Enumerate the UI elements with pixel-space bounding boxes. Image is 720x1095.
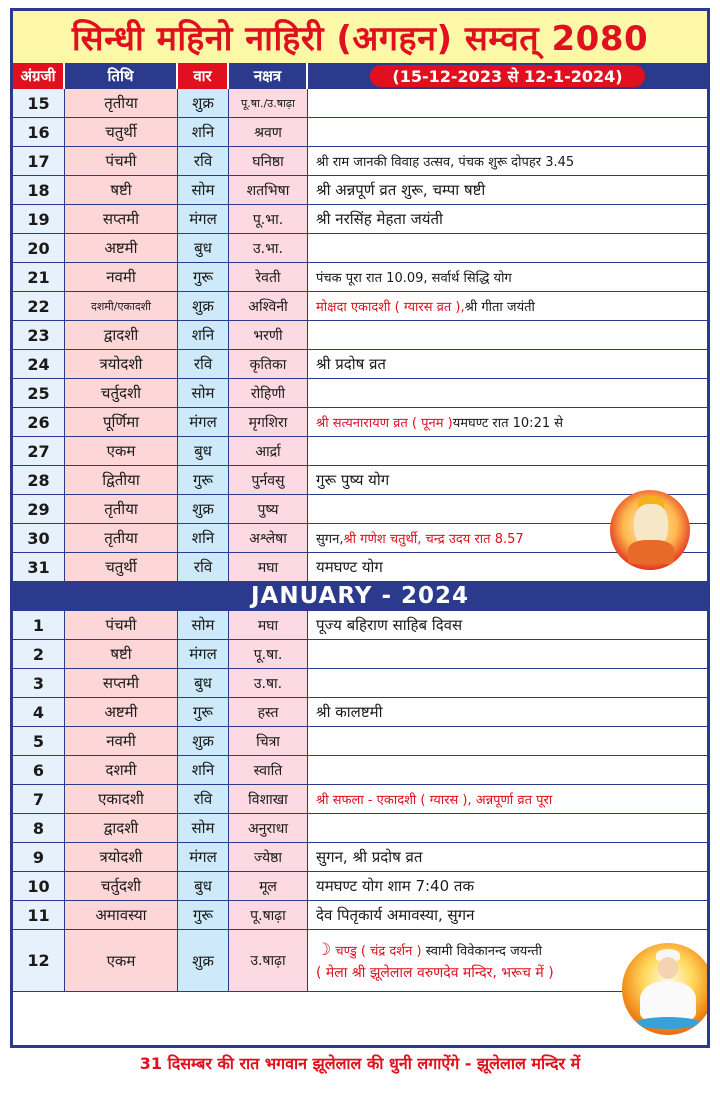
table-row: [13, 698, 707, 727]
nakshatra-cell: पू.षा./उ.षाढ़ा: [229, 89, 308, 117]
nakshatra-cell: मघा: [229, 611, 308, 639]
tithi-cell: षष्टी: [65, 640, 178, 668]
tithi-cell: चर्तुदशी: [65, 872, 178, 900]
table-row: [13, 263, 707, 292]
table-row: [13, 176, 707, 205]
table-row: [13, 843, 707, 872]
var-cell: सोम: [178, 814, 229, 842]
var-cell: रवि: [178, 553, 229, 581]
nakshatra-cell: श्रवण: [229, 118, 308, 146]
table-row: [13, 437, 707, 466]
table-row: [13, 292, 707, 321]
note-cell: [308, 814, 707, 842]
note-cell: [308, 843, 707, 871]
date-cell: 26: [13, 408, 65, 436]
tithi-cell: पंचमी: [65, 147, 178, 175]
tithi-cell: सप्तमी: [65, 205, 178, 233]
var-cell: मंगल: [178, 408, 229, 436]
nakshatra-cell: उ.षाढ़ा: [229, 930, 308, 991]
note-cell: [308, 176, 707, 204]
nakshatra-cell: अनुराधा: [229, 814, 308, 842]
tithi-cell: दशमी: [65, 756, 178, 784]
nakshatra-cell: शतभिषा: [229, 176, 308, 204]
var-cell: शुक्र: [178, 89, 229, 117]
table-row: [13, 147, 707, 176]
note-text: यमघण्ट रात 10:21 से: [452, 416, 564, 431]
nakshatra-cell: मघा: [229, 553, 308, 581]
nakshatra-cell: पू.भा.: [229, 205, 308, 233]
jhulelal-image: [622, 943, 710, 1035]
table-row: [13, 89, 707, 118]
note-text: सुगन, श्री प्रदोष व्रत: [316, 848, 423, 866]
var-cell: बुध: [178, 234, 229, 262]
nakshatra-cell: पुर्नवसु: [229, 466, 308, 494]
var-cell: शुक्र: [178, 727, 229, 755]
var-cell: बुध: [178, 437, 229, 465]
nakshatra-cell: विशाखा: [229, 785, 308, 813]
table-row: [13, 379, 707, 408]
note-line-2: ( मेला श्री झूलेलाल वरुणदेव मन्दिर, भरूच में ): [316, 964, 554, 981]
note-cell: [308, 669, 707, 697]
note-cell: [308, 611, 707, 639]
table-row: [13, 930, 707, 992]
nakshatra-cell: स्वाति: [229, 756, 308, 784]
date-cell: 5: [13, 727, 65, 755]
table-row: [13, 785, 707, 814]
note-text: श्री अन्नपूर्ण व्रत शुरू, चम्पा षष्टी: [316, 181, 486, 199]
note-cell: [308, 640, 707, 668]
var-cell: रवि: [178, 785, 229, 813]
tithi-cell: पूर्णिमा: [65, 408, 178, 436]
date-cell: 31: [13, 553, 65, 581]
nakshatra-cell: चित्रा: [229, 727, 308, 755]
tithi-cell: अष्टमी: [65, 234, 178, 262]
nakshatra-cell: अश्विनी: [229, 292, 308, 320]
date-cell: 18: [13, 176, 65, 204]
note-cell: [308, 698, 707, 726]
date-cell: 24: [13, 350, 65, 378]
var-cell: गुरू: [178, 466, 229, 494]
note-line-1: [316, 940, 542, 960]
note-text: सुगन,: [316, 532, 344, 547]
note-text: श्री कालष्टमी: [316, 703, 383, 721]
date-cell: 10: [13, 872, 65, 900]
note-text: श्री प्रदोष व्रत: [316, 355, 386, 373]
date-cell: 28: [13, 466, 65, 494]
note-text: पूज्य बहिराण साहिब दिवस: [316, 616, 463, 634]
note-cell: [308, 437, 707, 465]
note-text: श्री नरसिंह मेहता जयंती: [316, 210, 443, 228]
nakshatra-cell: हस्त: [229, 698, 308, 726]
date-cell: 1: [13, 611, 65, 639]
var-cell: शनि: [178, 321, 229, 349]
date-range-pill: (15-12-2023 से 12-1-2024): [370, 65, 644, 87]
tithi-cell: द्वादशी: [65, 814, 178, 842]
ganesh-image: [610, 490, 690, 570]
table-row: [13, 814, 707, 843]
tithi-cell: दशमी/एकादशी: [65, 292, 178, 320]
table-row: [13, 756, 707, 785]
date-cell: 21: [13, 263, 65, 291]
note-cell: [308, 89, 707, 117]
header-nakshatra: नक्षत्र: [229, 63, 308, 89]
note-cell: [308, 379, 707, 407]
header-date: अंग्रजी: [13, 63, 65, 89]
table-row: [13, 611, 707, 640]
date-cell: 15: [13, 89, 65, 117]
note-cell: [308, 147, 707, 175]
date-cell: 16: [13, 118, 65, 146]
var-cell: सोम: [178, 176, 229, 204]
footer-note: 31 दिसम्बर की रात भगवान झूलेलाल की धुनी लगाऐंगे - झूलेलाल मन्दिर में: [139, 1054, 581, 1073]
note-text: गुरू पुष्य योग: [316, 471, 390, 489]
note-cell: [308, 901, 707, 929]
page-title: सिन्धी महिनो नाहिरी (अगहन) सम्वत् 2080: [13, 11, 707, 63]
nakshatra-cell: मृगशिरा: [229, 408, 308, 436]
tithi-cell: चतुर्थी: [65, 553, 178, 581]
var-cell: मंगल: [178, 205, 229, 233]
date-cell: 23: [13, 321, 65, 349]
nakshatra-cell: पू.षाढ़ा: [229, 901, 308, 929]
january-header: JANUARY - 2024: [13, 582, 707, 611]
table-row: [13, 466, 707, 495]
date-cell: 30: [13, 524, 65, 552]
tithi-cell: नवमी: [65, 263, 178, 291]
var-cell: बुध: [178, 669, 229, 697]
note-cell: [308, 292, 707, 320]
date-cell: 22: [13, 292, 65, 320]
note-cell: [308, 205, 707, 233]
note-cell: [308, 727, 707, 755]
calendar-frame: [10, 8, 710, 1048]
table-row: [13, 321, 707, 350]
table-row: [13, 205, 707, 234]
nakshatra-cell: घनिष्ठा: [229, 147, 308, 175]
tithi-cell: त्रयोदशी: [65, 843, 178, 871]
var-cell: शनि: [178, 756, 229, 784]
note-cell: [308, 785, 707, 813]
tithi-cell: नवमी: [65, 727, 178, 755]
var-cell: शुक्र: [178, 292, 229, 320]
nakshatra-cell: उ.षा.: [229, 669, 308, 697]
var-cell: शनि: [178, 524, 229, 552]
tithi-cell: तृतीया: [65, 524, 178, 552]
date-cell: 3: [13, 669, 65, 697]
note-cell: [308, 263, 707, 291]
table-row: [13, 524, 707, 553]
date-cell: 29: [13, 495, 65, 523]
tithi-cell: तृतीया: [65, 89, 178, 117]
tithi-cell: अष्टमी: [65, 698, 178, 726]
table-row: [13, 901, 707, 930]
table-row: [13, 118, 707, 147]
var-cell: सोम: [178, 379, 229, 407]
tithi-cell: तृतीया: [65, 495, 178, 523]
nakshatra-cell: रोहिणी: [229, 379, 308, 407]
table-row: [13, 553, 707, 582]
date-cell: 17: [13, 147, 65, 175]
note-cell: [308, 756, 707, 784]
note-text: श्री राम जानकी विवाह उत्सव, पंचक शुरू दोपहर 3.45: [316, 155, 575, 170]
table-row: [13, 234, 707, 263]
table-row: [13, 727, 707, 756]
date-cell: 7: [13, 785, 65, 813]
note-cell: [308, 408, 707, 436]
var-cell: सोम: [178, 611, 229, 639]
var-cell: मंगल: [178, 843, 229, 871]
tithi-cell: एकादशी: [65, 785, 178, 813]
date-cell: 2: [13, 640, 65, 668]
note-text: यमघण्ट योग: [316, 558, 383, 576]
tithi-cell: चर्तुदशी: [65, 379, 178, 407]
date-cell: 9: [13, 843, 65, 871]
var-cell: शनि: [178, 118, 229, 146]
nakshatra-cell: अश्लेषा: [229, 524, 308, 552]
note-red-text: श्री गणेश चतुर्थी, चन्द्र उदय रात 8.57: [343, 532, 524, 547]
nakshatra-cell: उ.भा.: [229, 234, 308, 262]
december-rows: [13, 89, 707, 582]
tithi-cell: पंचमी: [65, 611, 178, 639]
table-row: [13, 408, 707, 437]
nakshatra-cell: मूल: [229, 872, 308, 900]
tithi-cell: सप्तमी: [65, 669, 178, 697]
tithi-cell: एकम: [65, 437, 178, 465]
date-cell: 25: [13, 379, 65, 407]
tithi-cell: द्वादशी: [65, 321, 178, 349]
var-cell: मंगल: [178, 640, 229, 668]
note-cell: [308, 350, 707, 378]
note-red-text: श्री सत्यनारायण व्रत ( पूनम ): [316, 416, 453, 431]
table-header: [13, 63, 707, 89]
header-tithi: तिथि: [65, 63, 178, 89]
note-red-text: मोक्षदा एकादशी ( ग्यारस व्रत ),: [316, 300, 465, 315]
note-cell: [308, 234, 707, 262]
note-cell: [308, 118, 707, 146]
note-text: यमघण्ट योग शाम 7:40 तक: [316, 877, 474, 895]
note-text: देव पितृकार्य अमावस्या, सुगन: [316, 906, 475, 924]
nakshatra-cell: पू.षा.: [229, 640, 308, 668]
nakshatra-cell: कृतिका: [229, 350, 308, 378]
header-range-cell: [308, 63, 707, 89]
var-cell: रवि: [178, 147, 229, 175]
nakshatra-cell: रेवती: [229, 263, 308, 291]
date-cell: 8: [13, 814, 65, 842]
header-var: वार: [178, 63, 229, 89]
date-cell: 11: [13, 901, 65, 929]
date-cell: 27: [13, 437, 65, 465]
var-cell: गुरू: [178, 263, 229, 291]
table-row: [13, 640, 707, 669]
nakshatra-cell: भरणी: [229, 321, 308, 349]
tithi-cell: एकम: [65, 930, 178, 991]
note-red-text: चण्डु ( चंद्र दर्शन ): [335, 943, 422, 959]
date-cell: 12: [13, 930, 65, 991]
table-row: [13, 669, 707, 698]
january-rows: [13, 611, 707, 930]
tithi-cell: त्रयोदशी: [65, 350, 178, 378]
tithi-cell: चतुर्थी: [65, 118, 178, 146]
table-row: [13, 495, 707, 524]
var-cell: रवि: [178, 350, 229, 378]
note-red-text: श्री सफला - एकादशी ( ग्यारस ), अन्नपूर्णा व्रत पूरा: [316, 793, 553, 808]
note-text: स्वामी विवेकानन्द जयन्ती: [421, 943, 543, 959]
var-cell: गुरू: [178, 901, 229, 929]
nakshatra-cell: आर्द्रा: [229, 437, 308, 465]
var-cell: गुरू: [178, 698, 229, 726]
moon-icon: ☽: [316, 939, 332, 960]
date-cell: 20: [13, 234, 65, 262]
var-cell: शुक्र: [178, 495, 229, 523]
tithi-cell: षष्टी: [65, 176, 178, 204]
date-cell: 4: [13, 698, 65, 726]
date-cell: 19: [13, 205, 65, 233]
nakshatra-cell: ज्येष्ठा: [229, 843, 308, 871]
date-cell: 6: [13, 756, 65, 784]
note-text: पंचक पूरा रात 10.09, सर्वार्थ सिद्धि योग: [316, 271, 512, 286]
note-cell: [308, 872, 707, 900]
table-row: [13, 350, 707, 379]
table-row: [13, 872, 707, 901]
var-cell: शुक्र: [178, 930, 229, 991]
tithi-cell: अमावस्या: [65, 901, 178, 929]
nakshatra-cell: पुष्य: [229, 495, 308, 523]
tithi-cell: द्वितीया: [65, 466, 178, 494]
var-cell: बुध: [178, 872, 229, 900]
note-cell: [308, 321, 707, 349]
note-text: श्री गीता जयंती: [464, 300, 535, 315]
